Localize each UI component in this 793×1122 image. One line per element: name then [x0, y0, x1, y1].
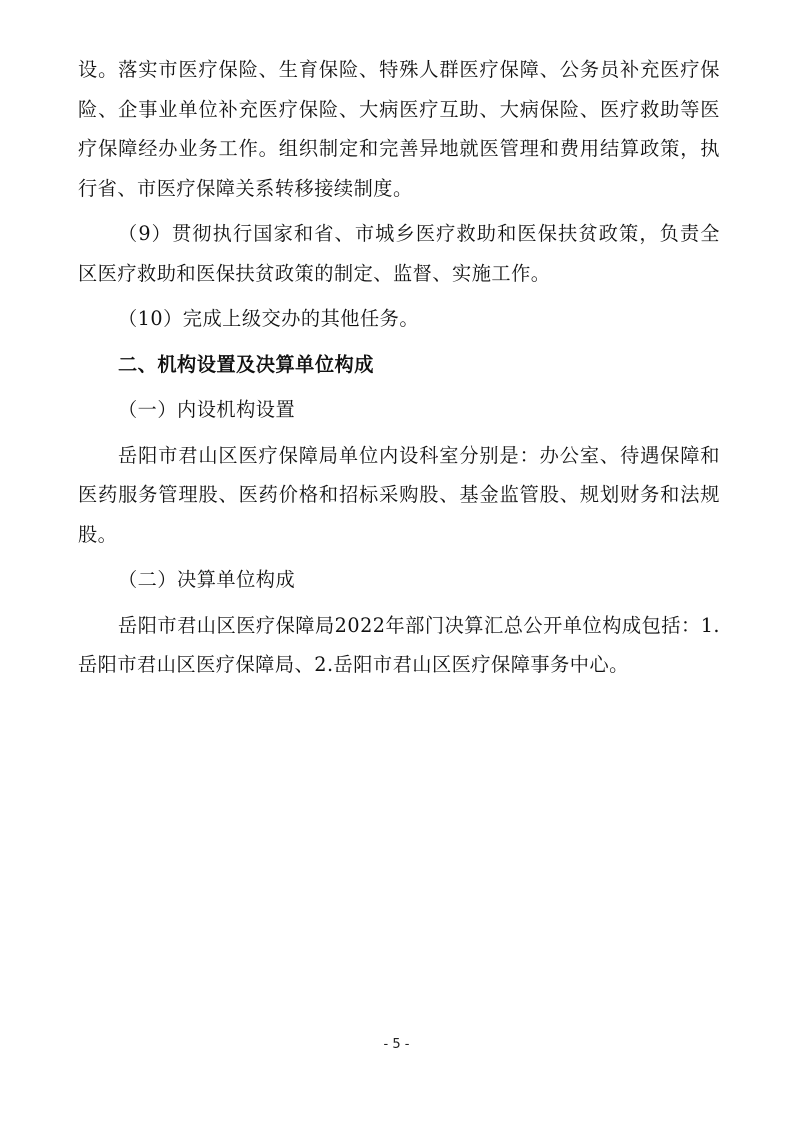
paragraph-internal-structure: 岳阳市君山区医疗保障局单位内设科室分别是：办公室、待遇保障和医药服务管理股、医药价格和招标采购股、基金监管股、规划财务和法规股。	[78, 443, 720, 546]
paragraph-unit-composition: 岳阳市君山区医疗保障局2022年部门决算汇总公开单位构成包括：1.岳阳市君山区医疗保障局、2.岳阳市君山区医疗保障事务中心。	[78, 613, 720, 676]
paragraph-item-9: （9）贯彻执行国家和省、市城乡医疗救助和医保扶贫政策，负责全区医疗救助和医保扶贫政策的制定、监督、实施工作。	[78, 222, 720, 285]
subsection-heading-unit-composition: （二）决算单位构成	[118, 568, 296, 591]
page-number: - 5 -	[383, 1037, 410, 1052]
paragraph-continuation: 设。落实市医疗保险、生育保险、特殊人群医疗保障、公务员补充医疗保险、企事业单位补充医疗保险、大病医疗互助、大病保险、医疗救助等医疗保障经办业务工作。组织制定和完善异地就医管理和费用结算政策，执行省、市医疗保障关系转移接续制度。	[78, 58, 720, 200]
subsection-heading-internal-structure: （一）内设机构设置	[118, 398, 296, 421]
paragraph-item-10: （10）完成上级交办的其他任务。	[118, 307, 420, 330]
page-content	[78, 50, 720, 685]
section-heading-two: 二、机构设置及决算单位构成	[118, 352, 374, 376]
